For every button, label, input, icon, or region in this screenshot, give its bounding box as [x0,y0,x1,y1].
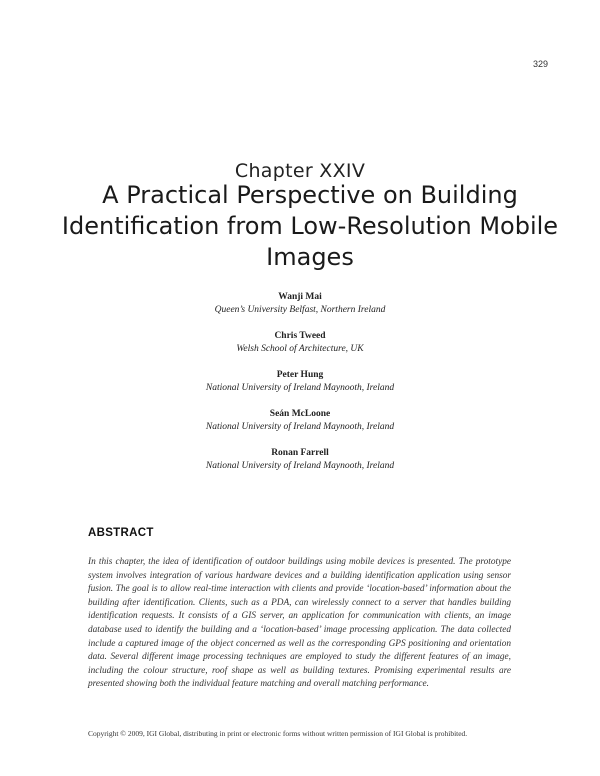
copyright-notice: Copyright © 2009, IGI Global, distributing in print or electronic forms without written permission of IGI Global is prohibited. [88,729,468,738]
abstract-body: In this chapter, the idea of identification of outdoor buildings using mobile devices is presented. The prototype system involves integration of various hardware devices and a building identification application using sensor fusion. The goal is to allow real-time interaction with clients and provide ‘location-based’ information about the building after identification. Clients, such as a PDA, can wirelessly connect to a server that handles building identification requests. It consists of a GIS server, an application for communication with clients, an image database used to identify the building and a ‘location-based’ image processing application. The data collected include a captured image of the object concerned as well as the corresponding GPS positioning and orientation data. Several different image processing techniques are employed to study the different features of an image, including the colour structure, roof shape as well as building textures. Promising experimental results are presented showing both the individual feature matching and overall matching performance. [88,557,511,690]
author-entry [0,330,600,356]
author-affiliation: National University of Ireland Maynooth, Ireland [205,383,395,393]
author-name: Ronan Farrell [271,448,329,458]
author-entry [0,291,600,317]
author-list [0,291,600,486]
author-name: Chris Tweed [274,331,326,341]
author-name: Peter Hung [276,370,324,380]
author-name: Wanji Mai [278,292,322,302]
author-entry [0,447,600,473]
author-entry [0,408,600,434]
author-name: Seán McLoone [269,409,331,419]
abstract-heading: ABSTRACT [88,527,154,539]
author-entry [0,369,600,395]
author-affiliation: National University of Ireland Maynooth, Ireland [205,461,395,471]
author-affiliation: Welsh School of Architecture, UK [236,344,364,354]
chapter-title: A Practical Perspective on Building Identification from Low-Resolution Mobile Images [61,181,559,271]
author-affiliation: National University of Ireland Maynooth, Ireland [205,422,395,432]
author-affiliation: Queen’s University Belfast, Northern Ireland [214,305,386,315]
page-number: 329 [532,59,548,69]
chapter-label: Chapter XXIV [234,160,366,182]
